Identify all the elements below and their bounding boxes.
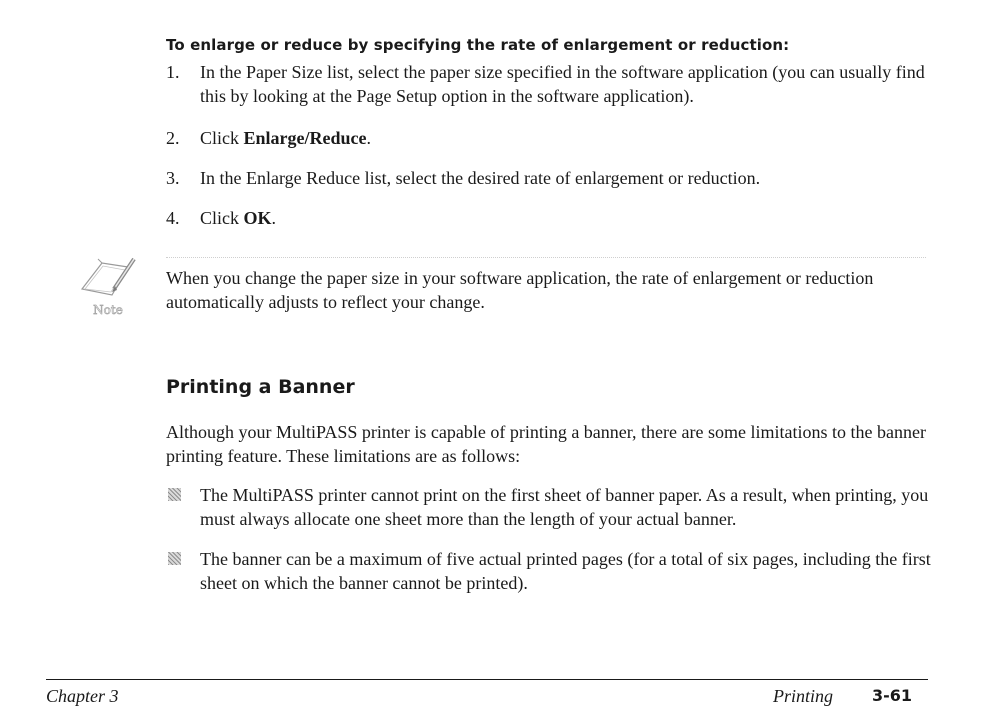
step-3 [166,166,926,190]
step-1 [166,60,926,112]
procedure-steps [166,60,926,230]
list-item [166,547,936,595]
bullet-square-icon [168,488,181,501]
footer-rule [46,679,928,680]
step-4 [166,206,926,230]
step-number: 1. [166,62,180,82]
list-item [166,483,936,531]
step-text-suffix: . [366,128,371,148]
step-bold-term: Enlarge/Reduce [243,128,367,148]
step-text-prefix: Click [200,208,244,228]
note-pencil-icon [76,251,140,319]
footer-chapter: Chapter 3 [46,686,119,706]
footer-section-name: Printing [773,686,834,706]
procedure-heading: To enlarge or reduce by specifying the rate of enlargement or reduction: [166,36,790,54]
step-text: In the Enlarge Reduce list, select the desired rate of enlargement or reduction. [200,168,761,188]
step-number: 3. [166,168,180,188]
bullet-square-icon [168,552,181,565]
step-number: 4. [166,208,180,228]
step-text: In the Paper Size list, select the paper size specified in the software application (you can usually find this by looking at the Page Setup option in the software application). [200,62,925,106]
list-item-text: The MultiPASS printer cannot print on the first sheet of banner paper. As a result, when printing, you must always allocate one sheet more than the length of your actual banner. [200,485,929,529]
step-number: 2. [166,128,180,148]
section-intro: Although your MultiPASS printer is capable of printing a banner, there are some limitations to the banner printing feature. These limitations are as follows: [166,422,926,466]
step-text-prefix: Click [200,128,244,148]
step-2 [166,126,926,150]
note-text: When you change the paper size in your software application, the rate of enlargement or reduction automatically adjusts to reflect your change. [166,268,874,312]
section-heading: Printing a Banner [166,376,355,398]
note-divider [166,257,926,258]
list-item-text: The banner can be a maximum of five actual printed pages (for a total of six pages, including the first sheet on which the banner cannot be printed). [200,549,931,593]
step-text-suffix: . [271,208,277,228]
page-number: 3-61 [872,686,913,705]
step-bold-term: OK [243,208,272,228]
note-icon-label: Note [93,303,123,317]
limitations-list [166,483,936,595]
